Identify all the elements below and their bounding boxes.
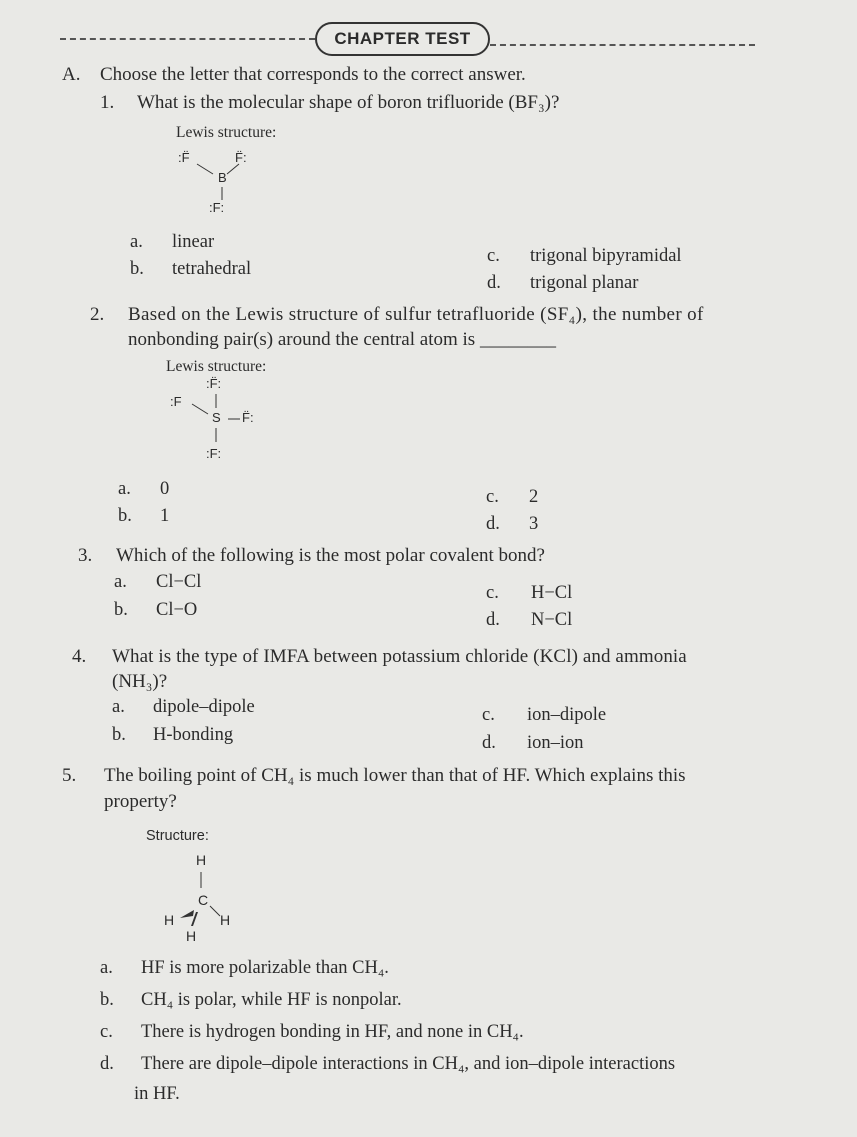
question-5-structure-label: Structure:: [146, 828, 209, 844]
question-1-option-b-letter[interactable]: b.: [130, 259, 144, 279]
question-1-text: What is the molecular shape of boron trifluoride (BF₃)?: [137, 92, 560, 113]
question-5-option-d-text-continued[interactable]: in HF.: [134, 1084, 180, 1104]
question-3-number: 3.: [78, 545, 93, 566]
question-4-number: 4.: [72, 646, 87, 667]
question-3-option-c-letter[interactable]: c.: [486, 583, 499, 603]
ch4-hydrogen-right: H: [220, 912, 231, 928]
question-4-option-a-text[interactable]: dipole–dipole: [153, 697, 255, 717]
question-3-option-b-letter[interactable]: b.: [114, 600, 128, 620]
question-4-option-a-letter[interactable]: a.: [112, 697, 125, 717]
question-5-text-line2: property?: [104, 791, 177, 812]
question-3-option-d-text[interactable]: N−Cl: [531, 610, 573, 630]
question-2-option-d-letter[interactable]: d.: [486, 514, 500, 534]
question-1-option-c-letter[interactable]: c.: [487, 246, 500, 266]
question-4-text-line1: What is the type of IMFA between potassium chloride (KCl) and ammonia: [112, 646, 687, 667]
header-rule-right: [490, 44, 755, 46]
question-5-number: 5.: [62, 765, 77, 786]
ch4-hydrogen-bottom: H: [186, 928, 197, 944]
ch4-hydrogen-top: H: [196, 852, 207, 868]
question-1-lewis-structure: [175, 148, 275, 218]
question-2-text-line2: [128, 329, 556, 351]
question-1-structure-label: Lewis structure:: [176, 124, 277, 141]
chapter-test-title: CHAPTER TEST: [315, 22, 490, 56]
question-2-option-c-text[interactable]: 2: [529, 487, 539, 507]
ch4-bonds: [160, 850, 250, 950]
question-4-option-c-text[interactable]: ion–dipole: [527, 705, 607, 725]
question-2-option-b-text[interactable]: 1: [160, 506, 170, 526]
bf3-boron: B: [218, 170, 227, 185]
question-4-option-d-letter[interactable]: d.: [482, 733, 496, 753]
question-4-text-line2: (NH₃)?: [112, 671, 168, 692]
question-1-option-c-text[interactable]: trigonal bipyramidal: [530, 246, 682, 266]
question-2-text-line2-text: nonbonding pair(s) around the central atom is: [128, 329, 476, 350]
sf4-fluorine-left: :F: [170, 394, 182, 409]
sf4-sulfur: S: [212, 410, 221, 425]
question-4-option-c-letter[interactable]: c.: [482, 705, 495, 725]
question-5-option-d-text[interactable]: There are dipole–dipole interactions in CH₄, and ion–dipole interactions: [141, 1054, 676, 1074]
question-3-option-a-letter[interactable]: a.: [114, 572, 127, 592]
question-5-option-a-letter[interactable]: a.: [100, 958, 113, 978]
section-letter: A.: [62, 64, 81, 85]
bf3-fluorine-bottom: :F:: [209, 200, 225, 215]
question-3-option-c-text[interactable]: H−Cl: [531, 583, 573, 603]
question-2-structure-label: Lewis structure:: [166, 358, 267, 375]
sf4-bonds: [170, 374, 280, 470]
ch4-carbon: C: [198, 892, 209, 908]
question-2-blank: ________: [479, 329, 556, 350]
question-4-option-d-text[interactable]: ion–ion: [527, 733, 584, 753]
question-1-option-b-text[interactable]: tetrahedral: [172, 259, 252, 279]
question-5-methane-structure: [160, 850, 250, 950]
question-3-option-b-text[interactable]: Cl−O: [156, 600, 198, 620]
question-2-option-d-text[interactable]: 3: [529, 514, 539, 534]
question-5-text-line1: The boiling point of CH₄ is much lower than that of HF. Which explains this: [104, 765, 686, 786]
question-3-text: Which of the following is the most polar covalent bond?: [116, 545, 545, 566]
question-5-option-d-letter[interactable]: d.: [100, 1054, 114, 1074]
bf3-fluorine-right: F̈:: [235, 150, 247, 165]
question-5-option-b-letter[interactable]: b.: [100, 990, 114, 1010]
question-5-option-c-letter[interactable]: c.: [100, 1022, 113, 1042]
question-4-option-b-text[interactable]: H-bonding: [153, 725, 234, 745]
question-2-option-a-text[interactable]: 0: [160, 479, 170, 499]
question-2-option-b-letter[interactable]: b.: [118, 506, 132, 526]
section-instruction: Choose the letter that corresponds to the correct answer.: [100, 64, 526, 85]
question-1-option-a-text[interactable]: linear: [172, 232, 215, 252]
question-2-lewis-structure: [170, 374, 280, 470]
question-4-option-b-letter[interactable]: b.: [112, 725, 126, 745]
question-3-option-d-letter[interactable]: d.: [486, 610, 500, 630]
question-2-option-c-letter[interactable]: c.: [486, 487, 499, 507]
question-1-number: 1.: [100, 92, 115, 113]
bf3-fluorine-left: :F̈: [178, 150, 190, 165]
question-1-option-d-letter[interactable]: d.: [487, 273, 501, 293]
question-1-option-a-letter[interactable]: a.: [130, 232, 143, 252]
question-5-option-c-text[interactable]: There is hydrogen bonding in HF, and none in CH₄.: [141, 1022, 524, 1042]
sf4-fluorine-bottom: :F:: [206, 446, 222, 461]
bf3-bonds: [175, 148, 275, 218]
question-2-option-a-letter[interactable]: a.: [118, 479, 131, 499]
question-5-option-a-text[interactable]: HF is more polarizable than CH₄.: [141, 958, 389, 978]
question-1-option-d-text[interactable]: trigonal planar: [530, 273, 639, 293]
question-5-option-b-text[interactable]: CH₄ is polar, while HF is nonpolar.: [141, 990, 402, 1010]
question-3-option-a-text[interactable]: Cl−Cl: [156, 572, 202, 592]
question-2-text-line1: Based on the Lewis structure of sulfur tetrafluoride (SF₄), the number of: [128, 304, 704, 325]
sf4-fluorine-top: :F̈:: [206, 376, 222, 391]
sf4-fluorine-right: F̈:: [242, 410, 254, 425]
header-rule-left: [60, 38, 315, 40]
ch4-hydrogen-left: H: [164, 912, 175, 928]
question-2-number: 2.: [90, 304, 105, 325]
